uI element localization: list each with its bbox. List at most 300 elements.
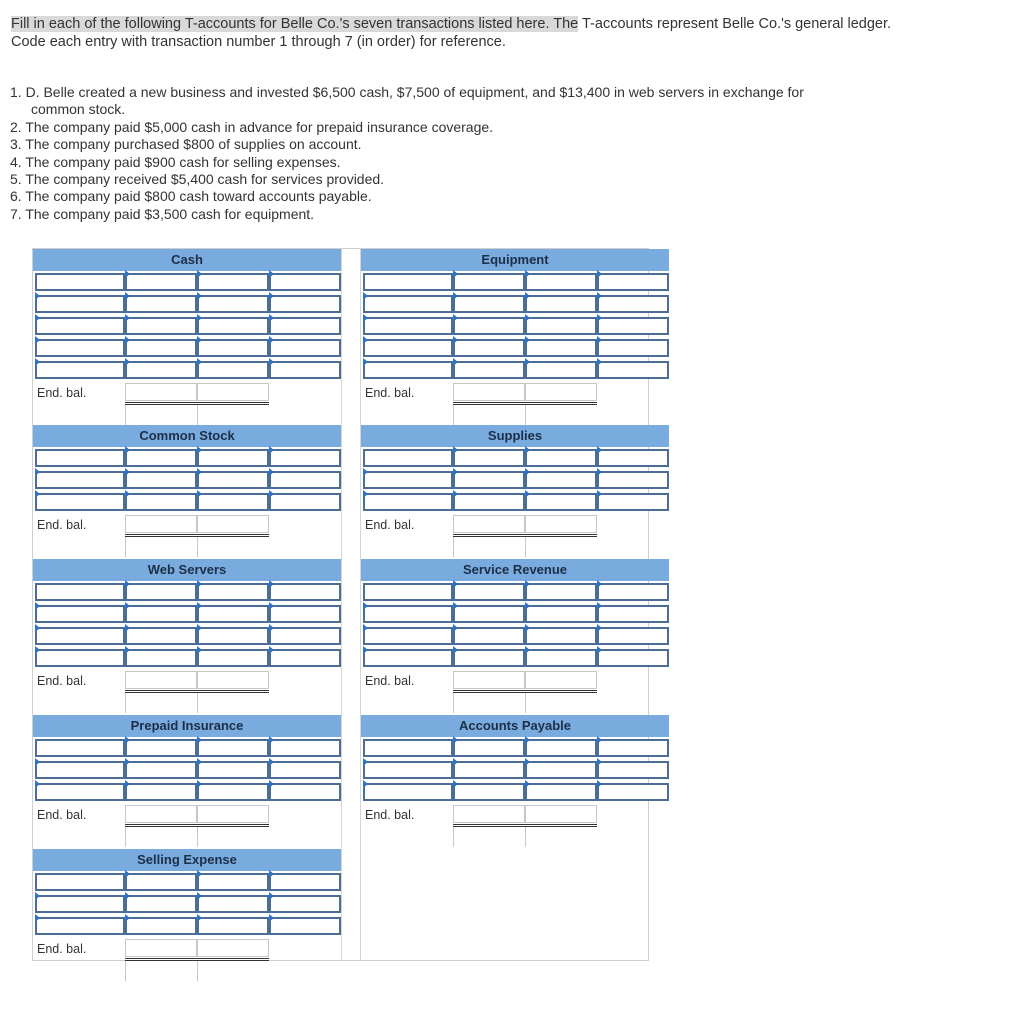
- entry-field-service-revenue-r3-c4[interactable]: [597, 627, 669, 645]
- end-balance-underline: [125, 534, 269, 535]
- end-balance-field-web-servers-c2[interactable]: [197, 671, 269, 689]
- entry-field-cash-r2-c1[interactable]: [35, 295, 125, 313]
- dropdown-arrow-icon: [597, 580, 602, 588]
- entry-field-cash-r1-c3[interactable]: [197, 273, 269, 291]
- dropdown-arrow-icon: [125, 336, 130, 344]
- entry-field-common-stock-r1-c4[interactable]: [269, 449, 341, 467]
- account-header-accounts-payable: Accounts Payable: [361, 715, 669, 737]
- entry-field-equipment-r2-c1[interactable]: [363, 295, 453, 313]
- dropdown-arrow-icon: [597, 468, 602, 476]
- dropdown-arrow-icon: [525, 490, 530, 498]
- entry-field-supplies-r2-c1[interactable]: [363, 471, 453, 489]
- end-balance-label: End. bal.: [365, 518, 415, 532]
- dropdown-arrow-icon: [597, 490, 602, 498]
- dropdown-arrow-icon: [525, 468, 530, 476]
- transaction-text: The company paid $900 cash for selling expenses.: [25, 153, 341, 170]
- end-balance-field-prepaid-insurance-c1[interactable]: [125, 805, 197, 823]
- entry-field-service-revenue-r2-c2[interactable]: [453, 605, 525, 623]
- entry-field-equipment-r5-c4[interactable]: [597, 361, 669, 379]
- transaction-number: 1.: [10, 84, 26, 100]
- entry-field-web-servers-r2-c4[interactable]: [269, 605, 341, 623]
- entry-field-prepaid-insurance-r3-c4[interactable]: [269, 783, 341, 801]
- dropdown-arrow-icon: [197, 490, 202, 498]
- entry-field-accounts-payable-r3-c3[interactable]: [525, 783, 597, 801]
- entry-field-service-revenue-r3-c3[interactable]: [525, 627, 597, 645]
- end-balance-underline: [125, 824, 269, 825]
- end-balance-cell-divider: [453, 827, 454, 847]
- dropdown-arrow-icon: [125, 758, 130, 766]
- instructions-text: [11, 15, 911, 51]
- entry-field-equipment-r3-c1[interactable]: [363, 317, 453, 335]
- entry-field-service-revenue-r1-c2[interactable]: [453, 583, 525, 601]
- dropdown-arrow-icon: [125, 270, 130, 278]
- entry-field-accounts-payable-r2-c1[interactable]: [363, 761, 453, 779]
- dropdown-arrow-icon: [453, 314, 458, 322]
- dropdown-arrow-icon: [363, 314, 368, 322]
- entry-field-service-revenue-r4-c3[interactable]: [525, 649, 597, 667]
- entry-field-supplies-r2-c2[interactable]: [453, 471, 525, 489]
- account-header-selling-expense: Selling Expense: [33, 849, 341, 871]
- entry-field-common-stock-r2-c3[interactable]: [197, 471, 269, 489]
- entry-field-accounts-payable-r3-c4[interactable]: [597, 783, 669, 801]
- dropdown-arrow-icon: [197, 870, 202, 878]
- entry-field-common-stock-r2-c4[interactable]: [269, 471, 341, 489]
- dropdown-arrow-icon: [269, 646, 274, 654]
- dropdown-arrow-icon: [525, 336, 530, 344]
- dropdown-arrow-icon: [125, 580, 130, 588]
- entry-field-supplies-r2-c3[interactable]: [525, 471, 597, 489]
- end-balance-label: End. bal.: [37, 942, 87, 956]
- transaction-number: 3.: [10, 136, 26, 153]
- transaction-number: 2.: [10, 118, 26, 135]
- end-balance-field-common-stock-c2[interactable]: [197, 515, 269, 533]
- entry-field-common-stock-r2-c1[interactable]: [35, 471, 125, 489]
- entry-field-prepaid-insurance-r1-c3[interactable]: [197, 739, 269, 757]
- entry-field-selling-expense-r3-c1[interactable]: [35, 917, 125, 935]
- dropdown-arrow-icon: [35, 624, 40, 632]
- entry-field-service-revenue-r2-c4[interactable]: [597, 605, 669, 623]
- dropdown-arrow-icon: [453, 624, 458, 632]
- dropdown-arrow-icon: [597, 624, 602, 632]
- transaction-number: 4.: [10, 153, 26, 170]
- entry-field-web-servers-r1-c3[interactable]: [197, 583, 269, 601]
- entry-field-common-stock-r1-c3[interactable]: [197, 449, 269, 467]
- entry-field-cash-r3-c3[interactable]: [197, 317, 269, 335]
- dropdown-arrow-icon: [197, 758, 202, 766]
- end-balance-label: End. bal.: [365, 386, 415, 400]
- entry-field-supplies-r3-c1[interactable]: [363, 493, 453, 511]
- end-balance-underline: [453, 534, 597, 535]
- entry-field-accounts-payable-r2-c3[interactable]: [525, 761, 597, 779]
- dropdown-arrow-icon: [269, 736, 274, 744]
- dropdown-arrow-icon: [197, 736, 202, 744]
- end-balance-cell-divider: [125, 537, 126, 557]
- dropdown-arrow-icon: [197, 336, 202, 344]
- dropdown-arrow-icon: [597, 736, 602, 744]
- dropdown-arrow-icon: [35, 336, 40, 344]
- dropdown-arrow-icon: [35, 358, 40, 366]
- entry-field-cash-r3-c4[interactable]: [269, 317, 341, 335]
- dropdown-arrow-icon: [35, 602, 40, 610]
- entry-field-service-revenue-r2-c3[interactable]: [525, 605, 597, 623]
- entry-field-equipment-r1-c2[interactable]: [453, 273, 525, 291]
- dropdown-arrow-icon: [597, 270, 602, 278]
- dropdown-arrow-icon: [197, 270, 202, 278]
- dropdown-arrow-icon: [269, 892, 274, 900]
- entry-field-common-stock-r1-c2[interactable]: [125, 449, 197, 467]
- entry-field-common-stock-r3-c2[interactable]: [125, 493, 197, 511]
- entry-field-equipment-r4-c3[interactable]: [525, 339, 597, 357]
- entry-field-web-servers-r1-c2[interactable]: [125, 583, 197, 601]
- dropdown-arrow-icon: [597, 446, 602, 454]
- end-balance-field-common-stock-c1[interactable]: [125, 515, 197, 533]
- dropdown-arrow-icon: [525, 646, 530, 654]
- dropdown-arrow-icon: [125, 892, 130, 900]
- dropdown-arrow-icon: [453, 270, 458, 278]
- dropdown-arrow-icon: [269, 624, 274, 632]
- dropdown-arrow-icon: [269, 314, 274, 322]
- end-balance-label: End. bal.: [365, 808, 415, 822]
- entry-field-service-revenue-r4-c4[interactable]: [597, 649, 669, 667]
- entry-field-accounts-payable-r3-c2[interactable]: [453, 783, 525, 801]
- dropdown-arrow-icon: [453, 468, 458, 476]
- dropdown-arrow-icon: [363, 624, 368, 632]
- entry-field-service-revenue-r3-c2[interactable]: [453, 627, 525, 645]
- entry-field-cash-r4-c3[interactable]: [197, 339, 269, 357]
- entry-field-cash-r2-c3[interactable]: [197, 295, 269, 313]
- dropdown-arrow-icon: [597, 646, 602, 654]
- entry-field-cash-r4-c2[interactable]: [125, 339, 197, 357]
- end-balance-cell-divider: [125, 405, 126, 425]
- entry-field-equipment-r4-c2[interactable]: [453, 339, 525, 357]
- entry-field-web-servers-r2-c2[interactable]: [125, 605, 197, 623]
- entry-field-equipment-r1-c3[interactable]: [525, 273, 597, 291]
- entry-field-web-servers-r3-c1[interactable]: [35, 627, 125, 645]
- entry-field-web-servers-r4-c3[interactable]: [197, 649, 269, 667]
- instructions-rest: T-accounts represent Belle Co.'s general ledger. Code each entry with transaction number 1 through 7 (in order) for reference.: [11, 16, 892, 50]
- end-balance-field-accounts-payable-c1[interactable]: [453, 805, 525, 823]
- entry-field-selling-expense-r1-c4[interactable]: [269, 873, 341, 891]
- entry-field-prepaid-insurance-r2-c3[interactable]: [197, 761, 269, 779]
- dropdown-arrow-icon: [453, 336, 458, 344]
- dropdown-arrow-icon: [197, 646, 202, 654]
- entry-field-web-servers-r1-c4[interactable]: [269, 583, 341, 601]
- dropdown-arrow-icon: [35, 292, 40, 300]
- entry-field-service-revenue-r1-c4[interactable]: [597, 583, 669, 601]
- entry-field-web-servers-r1-c1[interactable]: [35, 583, 125, 601]
- dropdown-arrow-icon: [35, 780, 40, 788]
- dropdown-arrow-icon: [269, 758, 274, 766]
- transaction-number: 6.: [10, 188, 26, 205]
- dropdown-arrow-icon: [525, 270, 530, 278]
- transaction-item: [10, 188, 910, 205]
- entry-field-web-servers-r3-c2[interactable]: [125, 627, 197, 645]
- entry-field-supplies-r1-c2[interactable]: [453, 449, 525, 467]
- dropdown-arrow-icon: [197, 780, 202, 788]
- entry-field-equipment-r5-c2[interactable]: [453, 361, 525, 379]
- entry-field-prepaid-insurance-r3-c2[interactable]: [125, 783, 197, 801]
- entry-field-equipment-r5-c1[interactable]: [363, 361, 453, 379]
- column-divider-left: [341, 249, 342, 960]
- dropdown-arrow-icon: [453, 358, 458, 366]
- entry-field-equipment-r4-c1[interactable]: [363, 339, 453, 357]
- entry-field-prepaid-insurance-r3-c3[interactable]: [197, 783, 269, 801]
- entry-field-equipment-r3-c4[interactable]: [597, 317, 669, 335]
- entry-field-common-stock-r3-c3[interactable]: [197, 493, 269, 511]
- entry-field-web-servers-r4-c4[interactable]: [269, 649, 341, 667]
- entry-field-service-revenue-r2-c1[interactable]: [363, 605, 453, 623]
- dropdown-arrow-icon: [35, 646, 40, 654]
- entry-field-prepaid-insurance-r3-c1[interactable]: [35, 783, 125, 801]
- entry-field-accounts-payable-r3-c1[interactable]: [363, 783, 453, 801]
- entry-field-service-revenue-r3-c1[interactable]: [363, 627, 453, 645]
- transaction-item: [10, 84, 910, 119]
- entry-field-web-servers-r4-c1[interactable]: [35, 649, 125, 667]
- end-balance-cell-divider: [197, 537, 198, 557]
- dropdown-arrow-icon: [453, 780, 458, 788]
- entry-field-cash-r5-c2[interactable]: [125, 361, 197, 379]
- entry-field-common-stock-r3-c1[interactable]: [35, 493, 125, 511]
- entry-field-equipment-r3-c2[interactable]: [453, 317, 525, 335]
- dropdown-arrow-icon: [125, 358, 130, 366]
- dropdown-arrow-icon: [125, 468, 130, 476]
- dropdown-arrow-icon: [363, 602, 368, 610]
- transaction-number: 5.: [10, 171, 26, 188]
- account-header-prepaid-insurance: Prepaid Insurance: [33, 715, 341, 737]
- end-balance-field-cash-c1[interactable]: [125, 383, 197, 401]
- entry-field-supplies-r3-c3[interactable]: [525, 493, 597, 511]
- dropdown-arrow-icon: [597, 292, 602, 300]
- dropdown-arrow-icon: [197, 624, 202, 632]
- entry-field-prepaid-insurance-r2-c1[interactable]: [35, 761, 125, 779]
- entry-field-accounts-payable-r2-c4[interactable]: [597, 761, 669, 779]
- end-balance-cell-divider: [525, 405, 526, 425]
- entry-field-cash-r1-c2[interactable]: [125, 273, 197, 291]
- end-balance-field-web-servers-c1[interactable]: [125, 671, 197, 689]
- end-balance-cell-divider: [453, 537, 454, 557]
- entry-field-web-servers-r2-c3[interactable]: [197, 605, 269, 623]
- entry-field-cash-r5-c4[interactable]: [269, 361, 341, 379]
- dropdown-arrow-icon: [269, 468, 274, 476]
- end-balance-cell-divider: [525, 537, 526, 557]
- dropdown-arrow-icon: [269, 270, 274, 278]
- entry-field-web-servers-r3-c3[interactable]: [197, 627, 269, 645]
- dropdown-arrow-icon: [125, 870, 130, 878]
- entry-field-prepaid-insurance-r1-c2[interactable]: [125, 739, 197, 757]
- entry-field-equipment-r5-c3[interactable]: [525, 361, 597, 379]
- entry-field-service-revenue-r1-c1[interactable]: [363, 583, 453, 601]
- dropdown-arrow-icon: [597, 336, 602, 344]
- entry-field-selling-expense-r3-c3[interactable]: [197, 917, 269, 935]
- end-balance-field-equipment-c1[interactable]: [453, 383, 525, 401]
- entry-field-equipment-r4-c4[interactable]: [597, 339, 669, 357]
- dropdown-arrow-icon: [525, 758, 530, 766]
- end-balance-field-supplies-c2[interactable]: [525, 515, 597, 533]
- end-balance-field-equipment-c2[interactable]: [525, 383, 597, 401]
- dropdown-arrow-icon: [197, 314, 202, 322]
- dropdown-arrow-icon: [125, 646, 130, 654]
- entry-field-selling-expense-r2-c4[interactable]: [269, 895, 341, 913]
- account-header-cash: Cash: [33, 249, 341, 271]
- account-header-service-revenue: Service Revenue: [361, 559, 669, 581]
- entry-field-cash-r5-c1[interactable]: [35, 361, 125, 379]
- dropdown-arrow-icon: [597, 758, 602, 766]
- entry-field-selling-expense-r2-c2[interactable]: [125, 895, 197, 913]
- dropdown-arrow-icon: [35, 892, 40, 900]
- entry-field-cash-r4-c1[interactable]: [35, 339, 125, 357]
- dropdown-arrow-icon: [597, 602, 602, 610]
- end-balance-field-supplies-c1[interactable]: [453, 515, 525, 533]
- entry-field-selling-expense-r1-c2[interactable]: [125, 873, 197, 891]
- transaction-text: The company paid $800 cash toward accounts payable.: [25, 188, 372, 205]
- entry-field-accounts-payable-r1-c4[interactable]: [597, 739, 669, 757]
- entry-field-service-revenue-r4-c1[interactable]: [363, 649, 453, 667]
- dropdown-arrow-icon: [525, 580, 530, 588]
- t-accounts-grid: [32, 248, 649, 961]
- transaction-text: The company purchased $800 of supplies on account.: [25, 136, 362, 153]
- dropdown-arrow-icon: [197, 580, 202, 588]
- dropdown-arrow-icon: [125, 602, 130, 610]
- entry-field-accounts-payable-r1-c3[interactable]: [525, 739, 597, 757]
- dropdown-arrow-icon: [363, 468, 368, 476]
- dropdown-arrow-icon: [269, 336, 274, 344]
- entry-field-cash-r2-c2[interactable]: [125, 295, 197, 313]
- entry-field-selling-expense-r1-c3[interactable]: [197, 873, 269, 891]
- entry-field-web-servers-r3-c4[interactable]: [269, 627, 341, 645]
- entry-field-equipment-r2-c2[interactable]: [453, 295, 525, 313]
- end-balance-field-prepaid-insurance-c2[interactable]: [197, 805, 269, 823]
- dropdown-arrow-icon: [525, 292, 530, 300]
- entry-field-cash-r4-c4[interactable]: [269, 339, 341, 357]
- end-balance-field-service-revenue-c1[interactable]: [453, 671, 525, 689]
- dropdown-arrow-icon: [35, 490, 40, 498]
- entry-field-accounts-payable-r1-c1[interactable]: [363, 739, 453, 757]
- end-balance-cell-divider: [125, 827, 126, 847]
- entry-field-selling-expense-r3-c4[interactable]: [269, 917, 341, 935]
- dropdown-arrow-icon: [125, 314, 130, 322]
- entry-field-cash-r1-c1[interactable]: [35, 273, 125, 291]
- dropdown-arrow-icon: [35, 914, 40, 922]
- dropdown-arrow-icon: [525, 602, 530, 610]
- entry-field-selling-expense-r1-c1[interactable]: [35, 873, 125, 891]
- entry-field-selling-expense-r2-c1[interactable]: [35, 895, 125, 913]
- entry-field-prepaid-insurance-r1-c1[interactable]: [35, 739, 125, 757]
- end-balance-cell-divider: [453, 405, 454, 425]
- entry-field-prepaid-insurance-r2-c2[interactable]: [125, 761, 197, 779]
- entry-field-web-servers-r2-c1[interactable]: [35, 605, 125, 623]
- end-balance-field-selling-expense-c1[interactable]: [125, 939, 197, 957]
- dropdown-arrow-icon: [363, 646, 368, 654]
- entry-field-equipment-r2-c3[interactable]: [525, 295, 597, 313]
- end-balance-label: End. bal.: [37, 386, 87, 400]
- entry-field-cash-r2-c4[interactable]: [269, 295, 341, 313]
- entry-field-cash-r1-c4[interactable]: [269, 273, 341, 291]
- entry-field-supplies-r1-c1[interactable]: [363, 449, 453, 467]
- dropdown-arrow-icon: [35, 758, 40, 766]
- entry-field-accounts-payable-r2-c2[interactable]: [453, 761, 525, 779]
- dropdown-arrow-icon: [269, 580, 274, 588]
- end-balance-cell-divider: [525, 827, 526, 847]
- end-balance-label: End. bal.: [37, 808, 87, 822]
- end-balance-field-cash-c2[interactable]: [197, 383, 269, 401]
- dropdown-arrow-icon: [35, 468, 40, 476]
- dropdown-arrow-icon: [363, 758, 368, 766]
- end-balance-cell-divider: [197, 405, 198, 425]
- transaction-text: The company paid $3,500 cash for equipment.: [25, 205, 315, 222]
- entry-field-prepaid-insurance-r2-c4[interactable]: [269, 761, 341, 779]
- dropdown-arrow-icon: [453, 758, 458, 766]
- entry-field-common-stock-r3-c4[interactable]: [269, 493, 341, 511]
- entry-field-cash-r3-c1[interactable]: [35, 317, 125, 335]
- end-balance-field-selling-expense-c2[interactable]: [197, 939, 269, 957]
- entry-field-supplies-r3-c4[interactable]: [597, 493, 669, 511]
- dropdown-arrow-icon: [125, 780, 130, 788]
- dropdown-arrow-icon: [197, 358, 202, 366]
- entry-field-equipment-r2-c4[interactable]: [597, 295, 669, 313]
- account-header-supplies: Supplies: [361, 425, 669, 447]
- dropdown-arrow-icon: [269, 914, 274, 922]
- dropdown-arrow-icon: [269, 870, 274, 878]
- entry-field-service-revenue-r4-c2[interactable]: [453, 649, 525, 667]
- entry-field-common-stock-r2-c2[interactable]: [125, 471, 197, 489]
- dropdown-arrow-icon: [125, 624, 130, 632]
- transaction-item: [10, 171, 910, 188]
- entry-field-cash-r5-c3[interactable]: [197, 361, 269, 379]
- dropdown-arrow-icon: [453, 446, 458, 454]
- dropdown-arrow-icon: [269, 358, 274, 366]
- end-balance-cell-divider: [197, 827, 198, 847]
- entry-field-supplies-r2-c4[interactable]: [597, 471, 669, 489]
- end-balance-label: End. bal.: [365, 674, 415, 688]
- entry-field-equipment-r1-c4[interactable]: [597, 273, 669, 291]
- entry-field-equipment-r1-c1[interactable]: [363, 273, 453, 291]
- dropdown-arrow-icon: [525, 736, 530, 744]
- entry-field-selling-expense-r3-c2[interactable]: [125, 917, 197, 935]
- dropdown-arrow-icon: [269, 780, 274, 788]
- dropdown-arrow-icon: [597, 358, 602, 366]
- end-balance-cell-divider: [197, 961, 198, 981]
- account-header-common-stock: Common Stock: [33, 425, 341, 447]
- dropdown-arrow-icon: [363, 780, 368, 788]
- dropdown-arrow-icon: [525, 314, 530, 322]
- end-balance-field-accounts-payable-c2[interactable]: [525, 805, 597, 823]
- entry-field-selling-expense-r2-c3[interactable]: [197, 895, 269, 913]
- entry-field-web-servers-r4-c2[interactable]: [125, 649, 197, 667]
- entry-field-common-stock-r1-c1[interactable]: [35, 449, 125, 467]
- transaction-item: [10, 136, 910, 153]
- dropdown-arrow-icon: [363, 490, 368, 498]
- entry-field-supplies-r1-c4[interactable]: [597, 449, 669, 467]
- dropdown-arrow-icon: [525, 446, 530, 454]
- entry-field-cash-r3-c2[interactable]: [125, 317, 197, 335]
- account-header-web-servers: Web Servers: [33, 559, 341, 581]
- entry-field-equipment-r3-c3[interactable]: [525, 317, 597, 335]
- dropdown-arrow-icon: [269, 602, 274, 610]
- entry-field-supplies-r3-c2[interactable]: [453, 493, 525, 511]
- dropdown-arrow-icon: [453, 292, 458, 300]
- dropdown-arrow-icon: [197, 914, 202, 922]
- entry-field-prepaid-insurance-r1-c4[interactable]: [269, 739, 341, 757]
- dropdown-arrow-icon: [125, 736, 130, 744]
- end-balance-field-service-revenue-c2[interactable]: [525, 671, 597, 689]
- entry-field-accounts-payable-r1-c2[interactable]: [453, 739, 525, 757]
- entry-field-supplies-r1-c3[interactable]: [525, 449, 597, 467]
- entry-field-service-revenue-r1-c3[interactable]: [525, 583, 597, 601]
- dropdown-arrow-icon: [525, 780, 530, 788]
- transaction-item: [10, 154, 910, 171]
- dropdown-arrow-icon: [197, 602, 202, 610]
- dropdown-arrow-icon: [269, 292, 274, 300]
